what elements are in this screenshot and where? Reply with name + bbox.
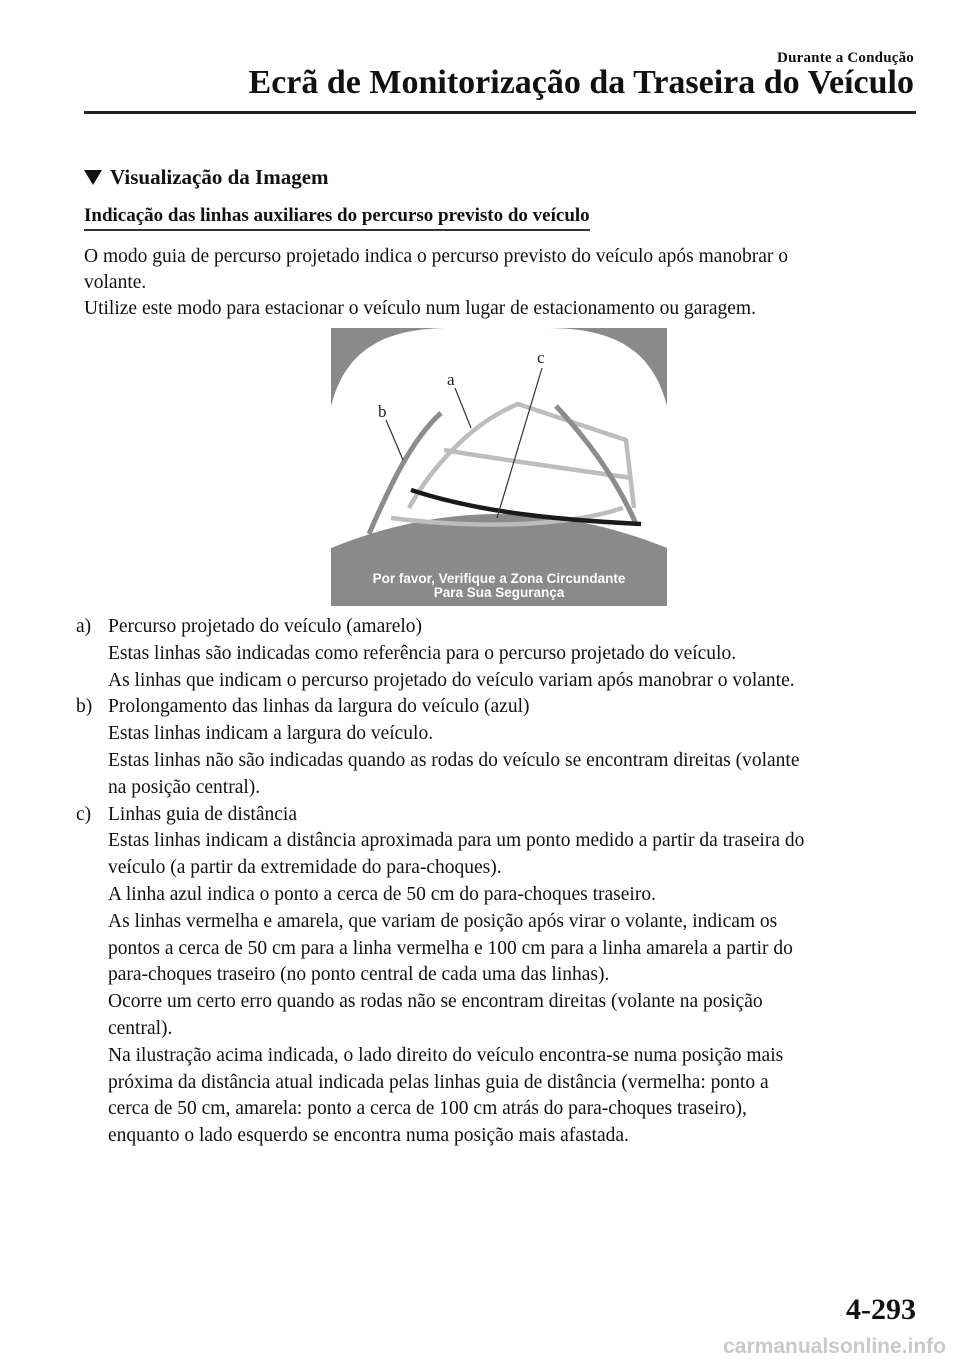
- watermark: carmanualsonline.info: [723, 1335, 946, 1358]
- definition-item-a: [76, 614, 922, 694]
- camera-view-svg: [331, 328, 667, 606]
- definition-line: cerca de 50 cm, amarela: ponto a cerca de 100 cm atrás do para-choques traseiro),: [108, 1098, 747, 1120]
- page-title: Ecrã de Monitorização da Traseira do Veículo: [248, 64, 914, 101]
- section-title: [84, 165, 329, 190]
- definition-marker: b): [76, 696, 93, 718]
- safety-caption-line-1: Por favor, Verifique a Zona Circundante: [372, 571, 626, 586]
- definition-item-b: [76, 694, 922, 801]
- definition-marker: c): [76, 803, 92, 825]
- definition-body: [108, 614, 922, 694]
- definition-line: Estas linhas indicam a largura do veículo.: [108, 723, 434, 745]
- definition-line: As linhas que indicam o percurso projetado do veículo variam após manobrar o volante.: [108, 669, 795, 691]
- triangle-bullet-icon: [84, 170, 102, 185]
- definition-line: Estas linhas são indicadas como referência para o percurso projetado do veículo.: [108, 642, 737, 664]
- page-number: 4-293: [846, 1293, 916, 1326]
- definition-list: [76, 614, 922, 1150]
- definition-line: Percurso projetado do veículo (amarelo): [108, 616, 423, 637]
- definition-body: [108, 694, 922, 801]
- definition-line: Estas linhas indicam a distância aproximada para um ponto medido a partir da traseira do: [108, 830, 805, 852]
- definition-line: central).: [108, 1017, 173, 1039]
- definition-line: Linhas guia de distância: [108, 803, 297, 825]
- definition-line: na posição central).: [108, 776, 261, 798]
- header-rule: [84, 111, 916, 114]
- definition-item-c: [76, 802, 922, 1150]
- camera-view-illustration: [331, 328, 667, 606]
- definition-line: para-choques traseiro (no ponto central de cada uma das linhas).: [108, 964, 610, 986]
- definition-line: As linhas vermelha e amarela, que variam de posição após virar o volante, indicam os: [108, 910, 778, 932]
- definition-line: Estas linhas não são indicadas quando as rodas do veículo se encontram direitas (volante: [108, 749, 800, 771]
- definition-line: próxima da distância atual indicada pelas linhas guia de distância (vermelha: ponto a: [108, 1071, 769, 1093]
- subsection-title: Indicação das linhas auxiliares do percurso previsto do veículo: [84, 205, 590, 231]
- intro-text: [84, 244, 916, 322]
- section-title-text: Visualização da Imagem: [110, 165, 329, 189]
- intro-line-1: O modo guia de percurso projetado indica o percurso previsto do veículo após manobrar o: [84, 246, 788, 267]
- header-kicker: Durante a Condução: [777, 50, 914, 66]
- definition-line: pontos a cerca de 50 cm para a linha vermelha e 100 cm para a linha amarela a partir do: [108, 937, 793, 959]
- safety-caption-line-2: Para Sua Segurança: [433, 585, 565, 600]
- label-b: b: [378, 402, 387, 421]
- label-a: a: [447, 370, 455, 389]
- intro-line-2: volante.: [84, 272, 147, 293]
- definition-line: Prolongamento das linhas da largura do veículo (azul): [108, 696, 530, 718]
- definition-line: Na ilustração acima indicada, o lado direito do veículo encontra-se numa posição mais: [108, 1044, 784, 1066]
- definition-line: A linha azul indica o ponto a cerca de 50 cm do para-choques traseiro.: [108, 883, 656, 905]
- definition-line: Ocorre um certo erro quando as rodas não se encontram direitas (volante na posição: [108, 991, 763, 1013]
- definition-line: enquanto o lado esquerdo se encontra numa posição mais afastada.: [108, 1125, 629, 1147]
- definition-body: [108, 802, 922, 1150]
- intro-line-3: Utilize este modo para estacionar o veículo num lugar de estacionamento ou garagem.: [84, 298, 756, 319]
- definition-marker: a): [76, 616, 92, 637]
- label-c: c: [537, 348, 545, 367]
- definition-line: veículo (a partir da extremidade do para-choques).: [108, 857, 502, 879]
